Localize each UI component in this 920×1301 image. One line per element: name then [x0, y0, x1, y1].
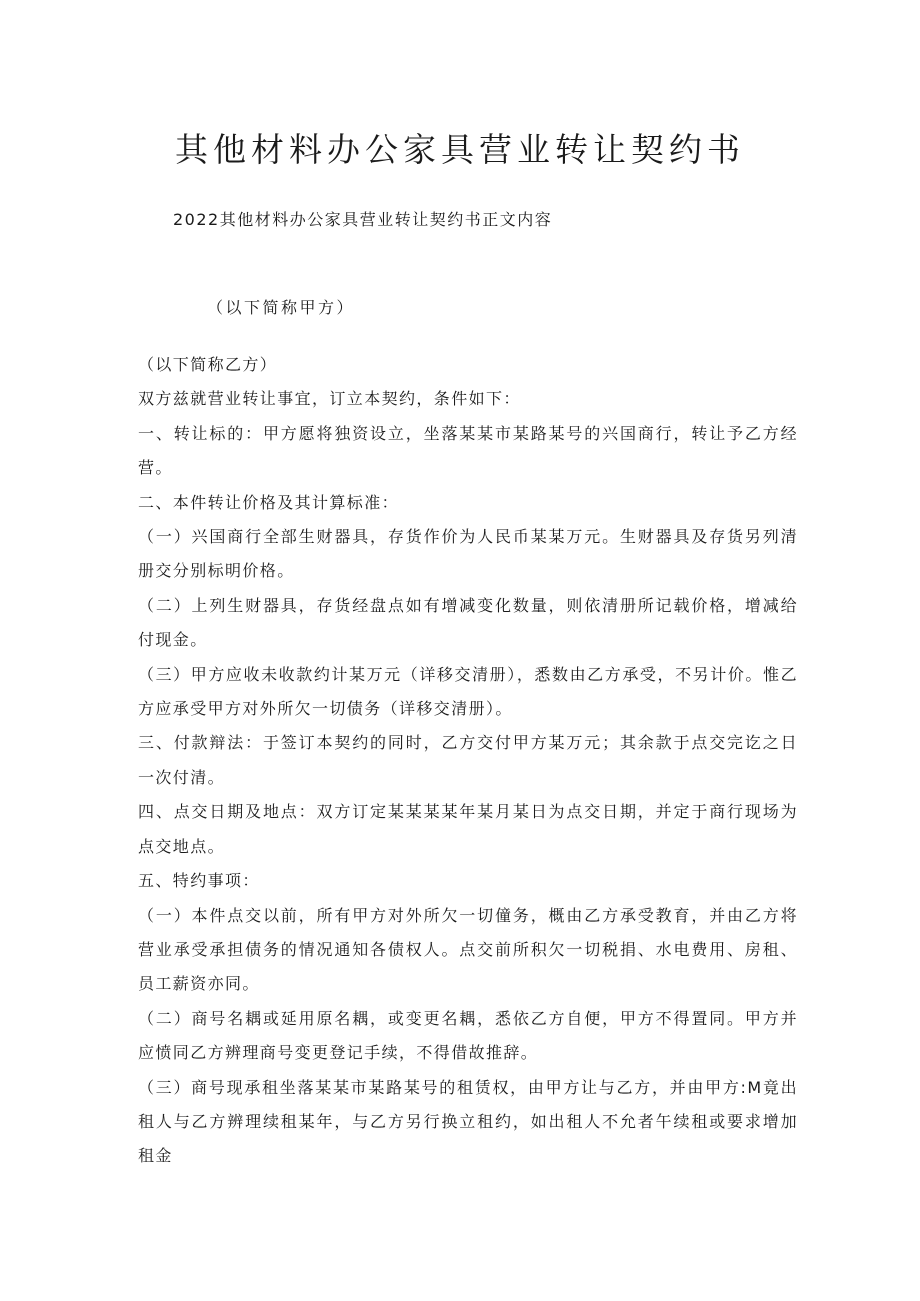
- paragraph: （三）甲方应收未收款约计某万元（详移交清册），悉数由乙方承受，不另计价。惟乙方应承受甲方对外所欠一切债务（详移交清册）。: [138, 664, 798, 719]
- paragraph: （三）商号现承租坐落某某市某路某号的租赁权，由甲方让与乙方，并由甲方:M竟出租人与乙方辨理续租某年，与乙方另行换立租约，如出租人不允者午续租或要求增加租金: [138, 1077, 798, 1166]
- document-title: 其他材料办公家具营业转让契约书: [175, 130, 745, 169]
- paragraph: 四、点交日期及地点：双方订定某某某某年某月某日为点交日期，并定于商行现场为点交地点。: [138, 802, 798, 856]
- paragraph: 二、本件转让价格及其计算标准：: [138, 492, 400, 512]
- paragraph: （一）本件点交以前，所有甲方对外所欠一切僮务，概由乙方承受教育，并由乙方将营业承受承担债务的情况通知各债权人。点交前所积欠一切税捐、水电费用、房租、员工薪资亦同。: [138, 905, 798, 994]
- paragraph: 一、转让标的：甲方愿将独资设立，坐落某某市某路某号的兴国商行，转让予乙方经营。: [138, 423, 798, 478]
- paragraph: 三、付款辩法：于签订本契约的同时，乙方交付甲方某万元；其余款于点交完讫之日一次付清。: [138, 733, 798, 787]
- paragraph: 五、特约事项：: [138, 871, 260, 891]
- paragraph: （二）商号名耦或延用原名耦，或变更名耦，悉依乙方自便，甲方不得置同。甲方并应愤同乙方辨理商号变更登记手续，不得借故推辞。: [138, 1008, 798, 1063]
- paragraph: （二）上列生财器具，存货经盘点如有增减变化数量，则依清册所记载价格，增减给付现金。: [138, 595, 798, 650]
- paragraph: （一）兴国商行全部生财器具，存货作价为人民币某某万元。生财器具及存货另列清册交分别标明价格。: [138, 527, 798, 581]
- paragraph: 双方兹就营业转让事宜，订立本契约，条件如下：: [138, 389, 521, 409]
- party-a-line: （以下简称甲方）: [207, 298, 356, 317]
- document-subtitle: 2022其他材料办公家具营业转让契约书正文内容: [173, 210, 553, 229]
- paragraph: （以下简称乙方）: [138, 355, 278, 374]
- document-body: [138, 348, 798, 1174]
